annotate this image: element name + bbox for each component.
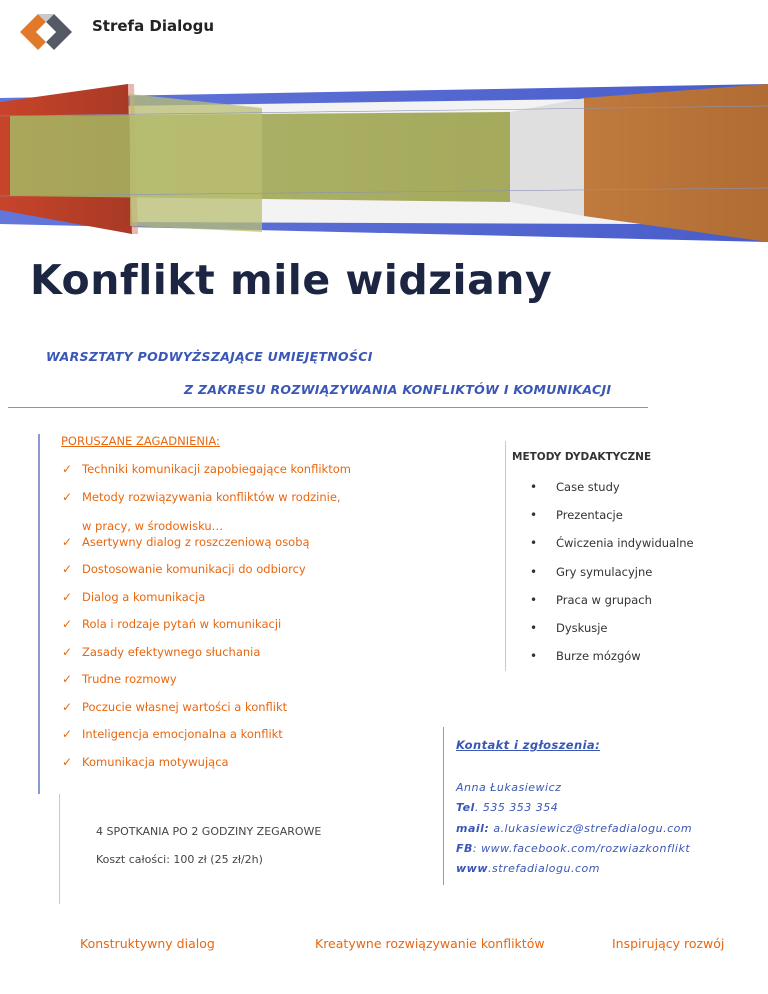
check-icon: ✓: [62, 672, 73, 686]
footer-tagline-center: Kreatywne rozwiązywanie konfliktów: [315, 936, 545, 951]
list-item: ✓ Inteligencja emocjonalna a konflikt: [62, 727, 283, 741]
check-icon: ✓: [62, 589, 73, 604]
list-item: ✓ Trudne rozmowy: [62, 672, 177, 686]
list-item: • Burze mózgów: [530, 649, 641, 664]
bullet-icon: •: [530, 620, 538, 635]
contact-facebook[interactable]: FB: www.facebook.com/rozwiazkonflikt: [456, 842, 691, 855]
bullet-icon: •: [530, 508, 538, 523]
list-item: • Case study: [530, 480, 620, 494]
contact-accent-bar: [443, 727, 444, 885]
list-item: • Gry symulacyjne: [530, 564, 653, 579]
list-item: • Prezentacje: [530, 508, 623, 523]
list-item: ✓ Komunikacja motywująca: [62, 754, 229, 769]
logo-icon: [16, 10, 76, 54]
list-item: • Dyskusje: [530, 620, 608, 635]
contact-phone: Tel. 535 353 354: [456, 801, 559, 814]
check-icon: ✓: [62, 644, 73, 659]
list-item: ✓ Dialog a komunikacja: [62, 589, 206, 604]
contact-heading: Kontakt i zgłoszenia:: [456, 738, 601, 752]
list-item: ✓ Dostosowanie komunikacji do odbiorcy: [62, 562, 306, 576]
list-item: ✓ Techniki komunikacji zapobiegające konfliktom: [62, 462, 351, 476]
list-item: ✓ Metody rozwiązywania konfliktów w rodzinie, w pracy, w środowisku…: [62, 489, 341, 533]
bullet-icon: •: [530, 564, 538, 579]
check-icon: ✓: [62, 754, 73, 769]
bullet-icon: •: [530, 536, 538, 551]
footer-tagline-right: Inspirujący rozwój: [612, 936, 725, 951]
list-item: • Ćwiczenia indywidualne: [530, 536, 694, 551]
list-item: ✓ Asertywny dialog z roszczeniową osobą: [62, 534, 310, 549]
check-icon: ✓: [62, 462, 73, 476]
subtitle-line-2: Z ZAKRESU ROZWIĄZYWANIA KONFLIKTÓW I KOMUNIKACJI: [184, 382, 612, 397]
methods-heading: METODY DYDAKTYCZNE: [512, 451, 652, 463]
list-item: ✓ Rola i rodzaje pytań w komunikacji: [62, 617, 282, 631]
check-icon: ✓: [62, 534, 73, 549]
check-icon: ✓: [62, 562, 73, 576]
contact-name: Anna Łukasiewicz: [456, 781, 562, 794]
check-icon: ✓: [62, 699, 73, 714]
bullet-icon: •: [530, 592, 538, 607]
page-title: Konflikt mile widziany: [30, 256, 553, 304]
meetings-accent-bar: [59, 794, 60, 904]
list-item: ✓ Zasady efektywnego słuchania: [62, 644, 261, 659]
cost-info: Koszt całości: 100 zł (25 zł/2h): [96, 853, 263, 866]
contact-email[interactable]: mail: a.lukasiewicz@strefadialogu.com: [456, 822, 693, 835]
check-icon: ✓: [62, 727, 73, 741]
subtitle-divider: [8, 407, 648, 408]
topics-list: [62, 461, 351, 781]
footer-tagline-left: Konstruktywny dialog: [80, 936, 215, 951]
list-item: ✓ Poczucie własnej wartości a konflikt: [62, 699, 288, 714]
check-icon: ✓: [62, 489, 73, 504]
brand-name: Strefa Dialogu: [92, 17, 214, 35]
topics-heading: PORUSZANE ZAGADNIENIA:: [61, 434, 220, 448]
subtitle-line-1: WARSZTATY PODWYŻSZAJĄCE UMIEJĘTNOŚCI: [46, 349, 373, 364]
list-item: • Praca w grupach: [530, 592, 652, 607]
methods-accent-bar: [505, 441, 506, 671]
bullet-icon: •: [530, 649, 538, 664]
check-icon: ✓: [62, 617, 73, 631]
methods-list: [530, 479, 694, 676]
contact-website[interactable]: www.strefadialogu.com: [456, 862, 600, 875]
bullet-icon: •: [530, 480, 538, 494]
meetings-info: 4 SPOTKANIA PO 2 GODZINY ZEGAROWE: [96, 825, 322, 838]
banner-graphic: [0, 84, 768, 242]
topics-accent-bar: [38, 434, 40, 794]
